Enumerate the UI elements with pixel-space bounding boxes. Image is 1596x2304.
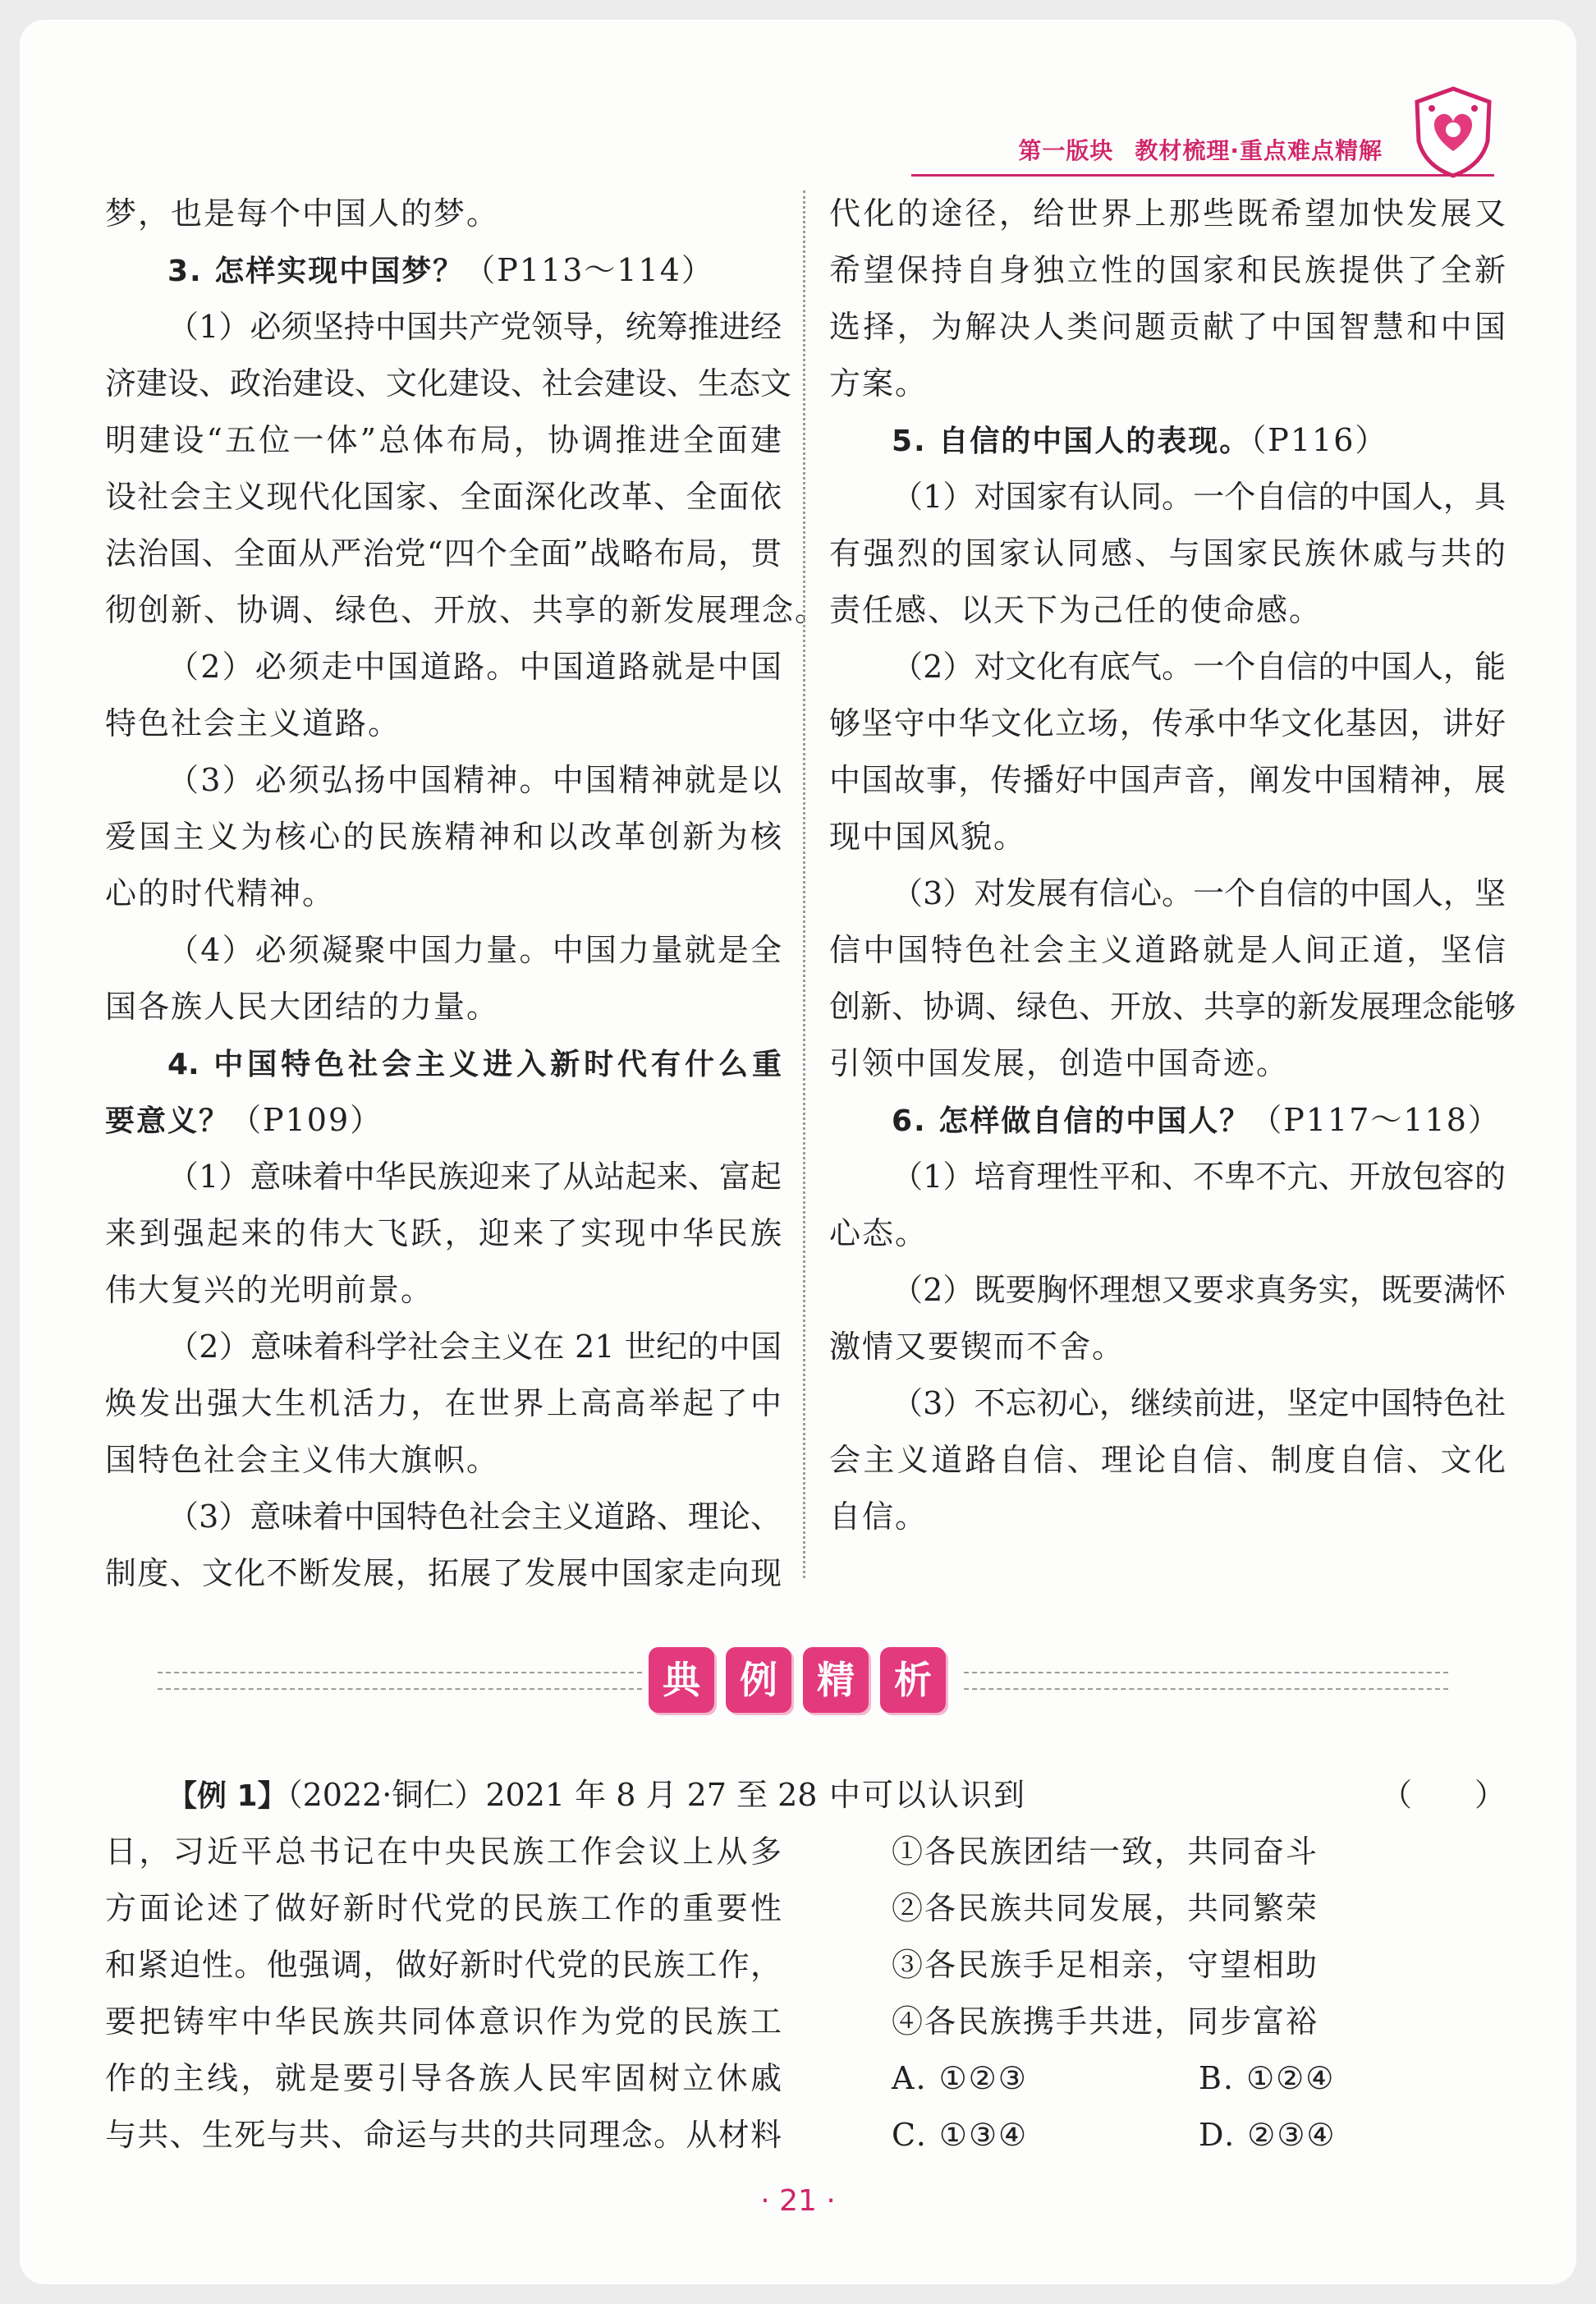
question-heading — [829, 1092, 1506, 1149]
right-column — [829, 186, 1516, 1545]
question-heading — [105, 1035, 782, 1092]
heading-text: 5. 自信的中国人的表现。 — [892, 425, 1251, 458]
example-line: 方面论述了做好新时代党的民族工作的重要性 — [105, 1890, 782, 1926]
text-line: 选择，为解决人类问题贡献了中国智慧和中国 — [829, 309, 1506, 345]
option-row — [829, 2107, 1506, 2164]
heading-text: 6. 怎样做自信的中国人？ — [892, 1104, 1251, 1138]
statement: ②各民族共同发展，共同繁荣 — [892, 1890, 1319, 1926]
text-line: 梦，也是每个中国人的梦。 — [105, 195, 500, 232]
text-line: 心态。 — [829, 1215, 929, 1251]
example-line: 日，习近平总书记在中央民族工作会议上从多 — [105, 1834, 782, 1870]
text-line: 中国故事，传播好中国声音，阐发中国精神，展 — [829, 762, 1506, 798]
text-line: 制度、文化不断发展，拓展了发展中国家走向现 — [105, 1555, 782, 1591]
example-line: 和紧迫性。他强调，做好新时代党的民族工作， — [105, 1947, 782, 1983]
text-line: 希望保持自身独立性的国家和民族提供了全新 — [829, 252, 1506, 288]
text-line: 责任感、以天下为己任的使命感。 — [829, 592, 1323, 628]
stem-end-text: 中可以认识到 — [829, 1777, 1027, 1813]
example-line: 要把铸牢中华民族共同体意识作为党的民族工 — [105, 2003, 782, 2040]
example-line: （2022·铜仁）2021 年 8 月 27 至 28 — [287, 1777, 818, 1813]
text-line: （1）意味着中华民族迎来了从站起来、富起 — [167, 1159, 782, 1195]
text-line: （1）培育理性平和、不卑不亢、开放包容的 — [892, 1159, 1506, 1195]
text-line: 代化的途径，给世界上那些既希望加快发展又 — [829, 195, 1506, 232]
question-heading — [105, 1092, 782, 1149]
text-line: 焕发出强大生机活力，在世界上高高举起了中 — [105, 1385, 782, 1421]
example-label: 【例 1】 — [167, 1779, 287, 1813]
statement: ①各民族团结一致，共同奋斗 — [892, 1834, 1319, 1870]
question-heading — [105, 242, 782, 299]
text-line: （3）意味着中国特色社会主义道路、理论、 — [167, 1499, 782, 1535]
page-ref: （P109） — [230, 1102, 383, 1138]
text-line: （2）对文化有底气。一个自信的中国人，能 — [892, 649, 1506, 685]
text-line: 引领中国发展，创造中国奇迹。 — [829, 1045, 1290, 1081]
banner-tags — [649, 1647, 946, 1713]
page-number: · 21 · — [760, 2184, 836, 2218]
text-line: 伟大复兴的光明前景。 — [105, 1272, 434, 1308]
column-divider — [803, 190, 805, 1578]
shield-heart-logo-icon — [1407, 84, 1499, 181]
example-line: 与共、生死与共、命运与共的共同理念。从材料 — [105, 2117, 782, 2153]
text-line: 方案。 — [829, 365, 929, 402]
text-line: （4）必须凝聚中国力量。中国力量就是全 — [167, 932, 782, 968]
text-line: 心的时代精神。 — [105, 875, 336, 911]
statement: ③各民族手足相亲，守望相助 — [892, 1947, 1319, 1983]
text-line: （3）不忘初心，继续前进，坚定中国特色社 — [892, 1385, 1506, 1421]
text-line: 自信。 — [829, 1499, 929, 1535]
banner-char: 析 — [880, 1647, 946, 1713]
banner-dash — [158, 1672, 642, 1673]
text-line: 彻创新、协调、绿色、开放、共享的新发展理念。 — [105, 592, 828, 628]
text-line: （1）必须坚持中国共产党领导，统筹推进经 — [167, 309, 782, 345]
text-line: 国特色社会主义伟大旗帜。 — [105, 1442, 500, 1478]
banner-char: 精 — [803, 1647, 869, 1713]
header-subtitle: 教材梳理·重点难点精解 — [1135, 137, 1383, 164]
banner-dash — [158, 1688, 642, 1690]
example-stem-end — [829, 1767, 1506, 1824]
page-ref: （P116） — [1250, 422, 1388, 458]
answer-blank: （ ） — [1380, 1777, 1506, 1813]
option-c: C. ①③④ — [892, 2117, 1029, 2153]
text-line: 爱国主义为核心的民族精神和以改革创新为核 — [105, 819, 782, 855]
page-ref: （P117～118） — [1250, 1102, 1501, 1138]
option-b: B. ①②④ — [1199, 2060, 1336, 2096]
banner-dash — [964, 1688, 1448, 1690]
banner-char: 例 — [726, 1647, 791, 1713]
text-line: 现中国风貌。 — [829, 819, 1027, 855]
text-line: 济建设、政治建设、文化建设、社会建设、生态文 — [105, 365, 792, 402]
header-section: 第一版块 — [1018, 137, 1114, 164]
example-right — [829, 1767, 1506, 2164]
text-line: 明建设“五位一体”总体布局，协调推进全面建 — [105, 422, 782, 458]
section-banner — [158, 1647, 1448, 1716]
banner-char: 典 — [649, 1647, 714, 1713]
option-row — [829, 2050, 1506, 2107]
text-line: 创新、协调、绿色、开放、共享的新发展理念能够 — [829, 989, 1516, 1025]
text-line: 会主义道路自信、理论自信、制度自信、文化 — [829, 1442, 1506, 1478]
text-line: （3）对发展有信心。一个自信的中国人，坚 — [892, 875, 1506, 911]
banner-dash — [964, 1672, 1448, 1673]
text-line: 国各族人民大团结的力量。 — [105, 989, 500, 1025]
text-line: 有强烈的国家认同感、与国家民族休戚与共的 — [829, 535, 1506, 571]
left-column — [105, 186, 828, 1602]
heading-text: 3. 怎样实现中国梦？ — [167, 255, 465, 288]
heading-text: 4. 中国特色社会主义进入新时代有什么重 — [167, 1048, 782, 1081]
text-line: 激情又要锲而不舍。 — [829, 1329, 1126, 1365]
text-line: 来到强起来的伟大飞跃，迎来了实现中华民族 — [105, 1215, 782, 1251]
option-d: D. ②③④ — [1199, 2117, 1337, 2153]
heading-text: 要意义？ — [105, 1104, 231, 1138]
text-line: （2）既要胸怀理想又要求真务实，既要满怀 — [892, 1272, 1506, 1308]
text-line: （3）必须弘扬中国精神。中国精神就是以 — [167, 762, 782, 798]
statement: ④各民族携手共进，同步富裕 — [892, 2003, 1319, 2040]
text-line: 法治国、全面从严治党“四个全面”战略布局，贯 — [105, 535, 782, 571]
text-line: （2）必须走中国道路。中国道路就是中国 — [167, 649, 782, 685]
text-line: 设社会主义现代化国家、全面深化改革、全面依 — [105, 479, 782, 515]
text-line: 够坚守中华文化立场，传承中华文化基因，讲好 — [829, 705, 1506, 741]
example-left — [105, 1767, 818, 2164]
page-ref: （P113～114） — [464, 252, 714, 288]
running-header — [1018, 133, 1383, 166]
option-a: A. ①②③ — [892, 2060, 1028, 2096]
text-line: 信中国特色社会主义道路就是人间正道，坚信 — [829, 932, 1506, 968]
text-line: （1）对国家有认同。一个自信的中国人，具 — [892, 479, 1506, 515]
question-heading — [829, 412, 1506, 469]
example-first-line — [105, 1767, 818, 1824]
text-line: （2）意味着科学社会主义在 21 世纪的中国 — [167, 1329, 782, 1365]
example-line: 作的主线，就是要引导各族人民牢固树立休戚 — [105, 2060, 782, 2096]
text-line: 特色社会主义道路。 — [105, 705, 401, 741]
